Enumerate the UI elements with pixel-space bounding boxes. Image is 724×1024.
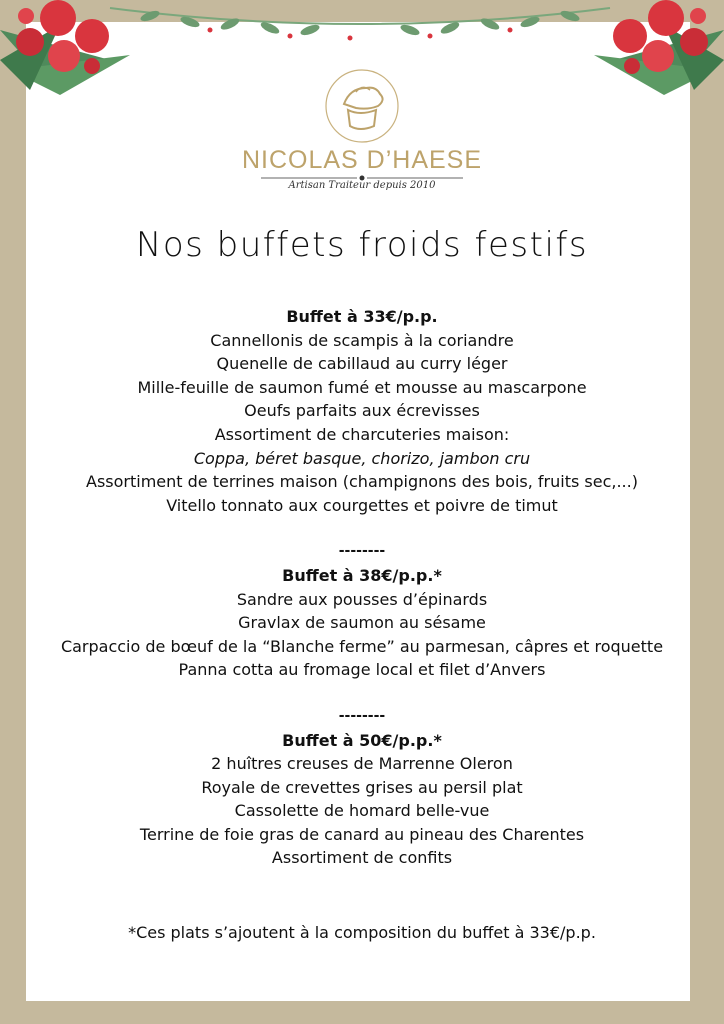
section-separator: -------- (338, 543, 386, 560)
menu-item: 2 huîtres creuses de Marrenne Oleron (211, 754, 513, 774)
chef-logo-icon (320, 66, 404, 146)
menu-item-detail: Coppa, béret basque, chorizo, jambon cru (193, 448, 531, 468)
menu-item: Panna cotta au fromage local et filet d’Anvers (178, 660, 546, 680)
garland-icon (110, 8, 610, 41)
page-title: Nos buffets froids festifs (135, 225, 589, 265)
buffet-section (0, 705, 724, 870)
brand-name: NICOLAS D’HAESE (241, 146, 483, 174)
menu-item: Vitello tonnato aux courgettes et poivre de timut (166, 495, 558, 515)
menu-item: Mille-feuille de saumon fumé et mousse au mascarpone (137, 377, 587, 397)
buffet-heading: Buffet à 38€/p.p.* (282, 565, 442, 585)
footnote: *Ces plats s’ajoutent à la composition du buffet à 33€/p.p. (128, 923, 596, 942)
buffet-section (0, 540, 724, 682)
menu-item: Carpaccio de bœuf de la “Blanche ferme” au parmesan, câpres et roquette (60, 636, 664, 656)
buffet-heading: Buffet à 33€/p.p. (286, 307, 438, 326)
section-separator: -------- (338, 707, 386, 724)
menu-item: Cassolette de homard belle-vue (234, 801, 490, 821)
menu-item: Oeufs parfaits aux écrevisses (244, 401, 480, 421)
menu-item: Assortiment de confits (271, 848, 453, 868)
buffet-heading: Buffet à 50€/p.p.* (282, 730, 442, 750)
menu-item: Sandre aux pousses d’épinards (236, 589, 488, 609)
buffet-section (0, 305, 724, 517)
brand-logo (0, 62, 724, 202)
menu-item: Cannellonis de scampis à la coriandre (210, 330, 514, 350)
menu-item: Assortiment de terrines maison (champignons des bois, fruits sec,...) (86, 472, 638, 492)
menu-item: Assortiment de charcuteries maison: (214, 424, 510, 444)
buffet-menu (0, 305, 724, 870)
brand-tagline: Artisan Traiteur depuis 2010 (288, 180, 436, 191)
menu-item: Quenelle de cabillaud au curry léger (216, 354, 508, 374)
menu-item: Gravlax de saumon au sésame (238, 613, 486, 633)
menu-item: Terrine de foie gras de canard au pineau des Charentes (139, 824, 585, 844)
menu-item: Royale de crevettes grises au persil plat (201, 777, 523, 797)
